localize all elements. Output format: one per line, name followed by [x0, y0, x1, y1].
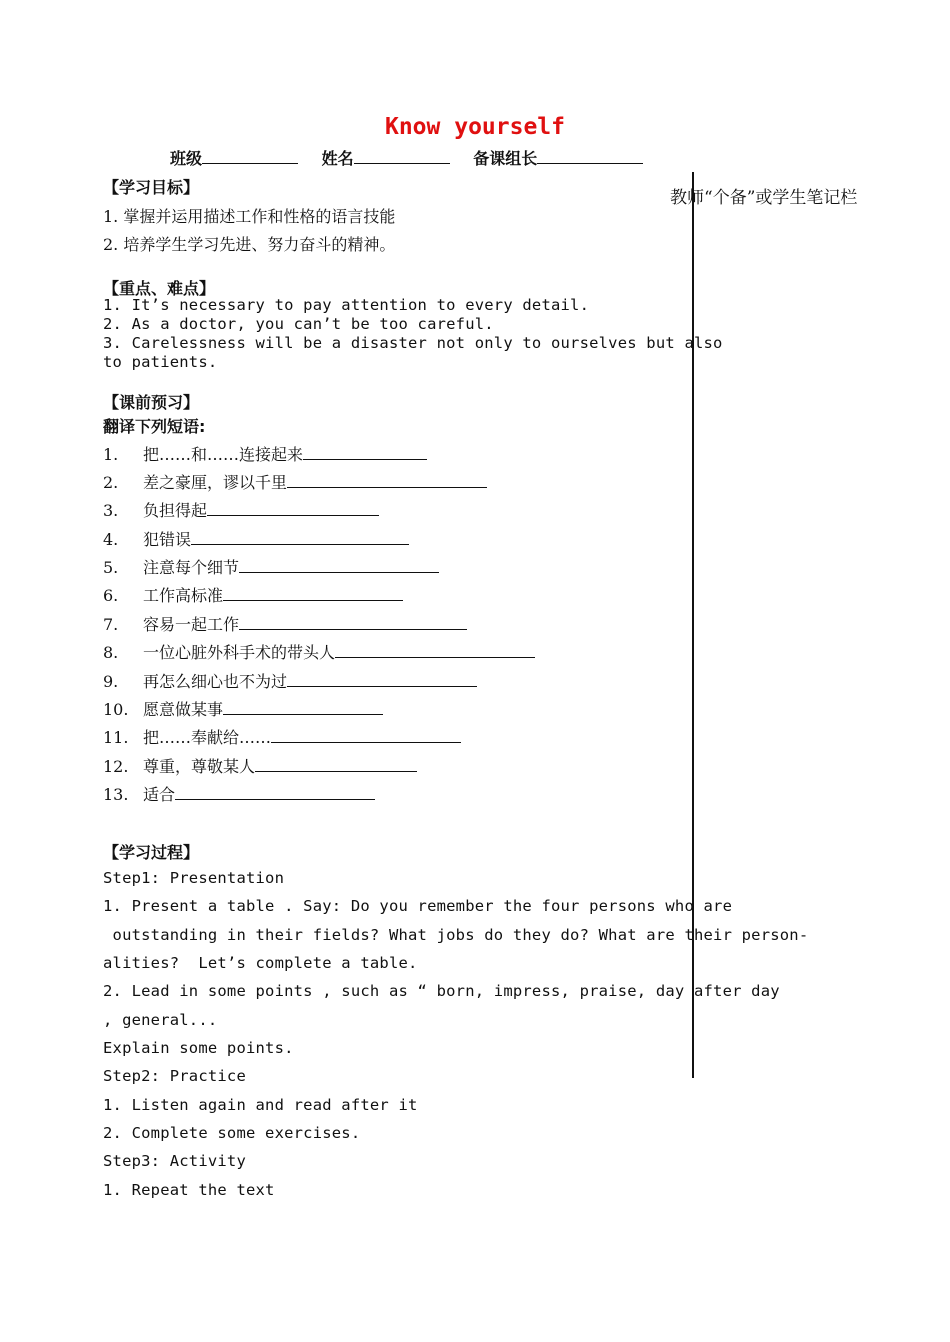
phrase-item: 7. 容易一起工作 [103, 612, 467, 635]
process-line: outstanding in their fields? What jobs do they do? What are their person- [103, 926, 809, 944]
key-point-item: to patients. [103, 353, 218, 371]
key-point-item: 2. As a doctor, you can’t be too careful. [103, 315, 494, 333]
key-points-heading: 【重点、难点】 [103, 279, 216, 298]
answer-blank[interactable] [287, 671, 477, 687]
answer-blank[interactable] [335, 642, 535, 658]
goal-item: 2. 培养学生学习先进、努力奋斗的精神。 [103, 235, 396, 254]
preview-subheading: 翻译下列短语: [103, 417, 206, 436]
leader-blank[interactable] [537, 148, 643, 164]
notes-column-label: 教师“个备”或学生笔记栏 [670, 188, 858, 208]
class-label: 班级 [170, 149, 203, 168]
key-point-item: 3. Carelessness will be a disaster not only to ourselves but also [103, 334, 723, 352]
phrase-item: 4. 犯错误 [103, 527, 409, 550]
answer-blank[interactable] [175, 784, 375, 800]
header-fields [170, 146, 643, 169]
answer-blank[interactable] [223, 699, 383, 715]
phrase-item: 2. 差之豪厘，谬以千里 [103, 470, 487, 493]
key-point-item: 1. It’s necessary to pay attention to every detail. [103, 296, 590, 314]
process-line: alities? Let’s complete a table. [103, 954, 418, 972]
process-line: Step2: Practice [103, 1067, 246, 1085]
goal-item: 1. 掌握并运用描述工作和性格的语言技能 [103, 207, 396, 226]
phrase-item: 12. 尊重，尊敬某人 [103, 754, 417, 777]
process-line: 1. Present a table . Say: Do you remember the four persons who are [103, 897, 733, 915]
process-heading: 【学习过程】 [103, 843, 200, 862]
answer-blank[interactable] [271, 727, 461, 743]
page-title: Know yourself [384, 114, 565, 140]
phrase-item: 13. 适合 [103, 782, 375, 805]
phrase-item: 6. 工作高标准 [103, 583, 403, 606]
process-line: 2. Complete some exercises. [103, 1124, 361, 1142]
process-line: 1. Listen again and read after it [103, 1096, 418, 1114]
phrase-item: 8. 一位心脏外科手术的带头人 [103, 640, 535, 663]
preview-heading: 【课前预习】 [103, 393, 200, 412]
answer-blank[interactable] [239, 614, 467, 630]
phrase-item: 1. 把……和……连接起来 [103, 442, 427, 465]
name-blank[interactable] [354, 148, 450, 164]
phrase-item: 9. 再怎么细心也不为过 [103, 669, 477, 692]
class-blank[interactable] [202, 148, 298, 164]
answer-blank[interactable] [303, 444, 427, 460]
answer-blank[interactable] [223, 585, 403, 601]
answer-blank[interactable] [207, 500, 379, 516]
phrase-item: 11. 把……奉献给…… [103, 725, 461, 748]
process-line: 2. Lead in some points , such as “ born, impress, praise, day after day [103, 982, 780, 1000]
process-line: Step3: Activity [103, 1152, 246, 1170]
process-line: , general... [103, 1011, 218, 1029]
answer-blank[interactable] [191, 529, 409, 545]
leader-label: 备课组长 [473, 149, 538, 168]
answer-blank[interactable] [287, 472, 487, 488]
process-line: Step1: Presentation [103, 869, 285, 887]
phrase-item: 10. 愿意做某事 [103, 697, 383, 720]
goals-heading: 【学习目标】 [103, 178, 200, 197]
answer-blank[interactable] [239, 557, 439, 573]
phrase-item: 5. 注意每个细节 [103, 555, 439, 578]
name-label: 姓名 [321, 149, 354, 168]
process-line: 1. Repeat the text [103, 1181, 275, 1199]
process-line: Explain some points. [103, 1039, 294, 1057]
phrase-item: 3. 负担得起 [103, 498, 379, 521]
answer-blank[interactable] [255, 756, 417, 772]
